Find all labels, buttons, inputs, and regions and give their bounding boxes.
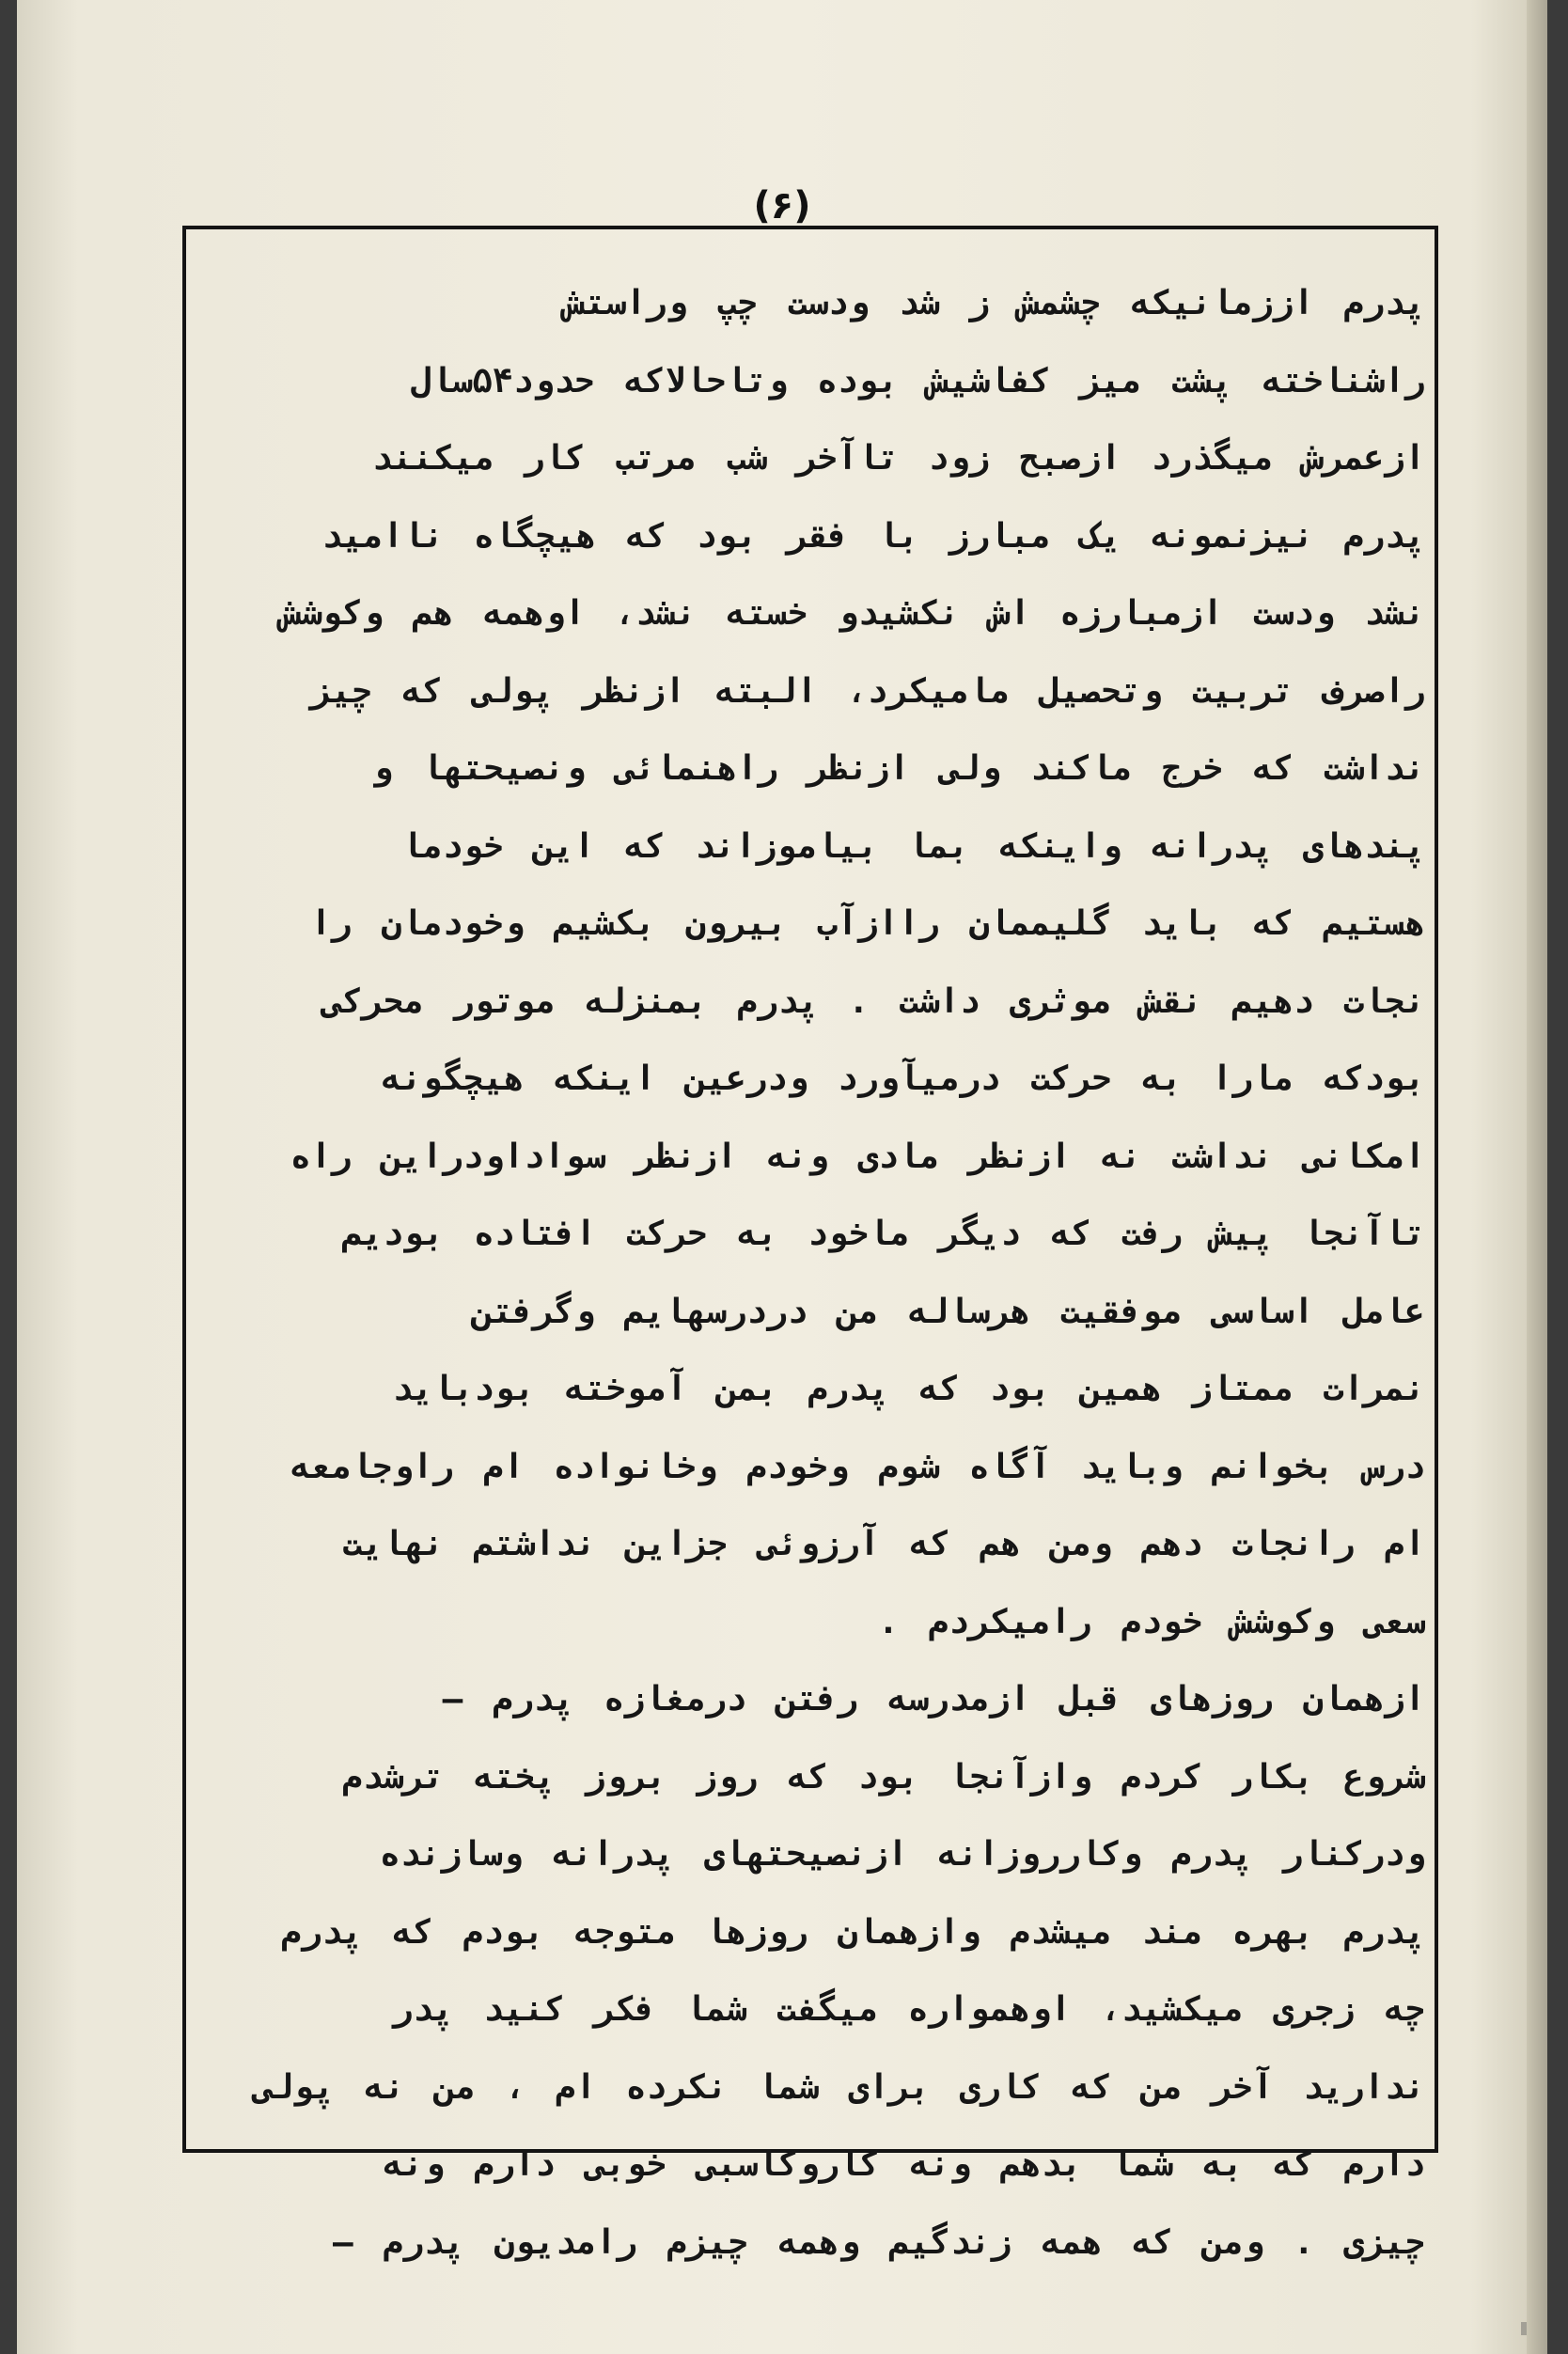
text-line: نداشت که خرج ماکند ولی ازنظر راهنمائی ونصیحتها و [371, 749, 1425, 788]
text-line: راشناخته پشت میز کفاشیش بوده وتاحالاکه حدود۵۴سال [411, 361, 1425, 400]
text-line: ازهمان روزهای قبل ازمدرسه رفتن درمغازه پدرم — [442, 1680, 1425, 1718]
body-text [203, 265, 1425, 2282]
text-line: تاآنجا پیش رفت که دیگر ماخود به حرکت افتاده بودیم [341, 1215, 1425, 1253]
text-line: پندهای پدرانه واینکه بما بیاموزاند که این خودما [401, 826, 1425, 866]
text-line: هستیم که باید گلیممان راازآب بیرون بکشیم وخودمان را [310, 904, 1425, 943]
text-line: سعی وکوشش خودم رامیکردم . [878, 1602, 1425, 1641]
text-line: ازعمرش میگذرد ازصبح زود تاآخر شب مرتب کار میکنند [371, 439, 1425, 478]
page-number: (۶) [753, 184, 811, 228]
text-line: نجات دهیم نقش موثری داشت . پدرم بمنزله موتور محرکی [321, 981, 1425, 1021]
text-line: دارم که به شما بدهم ونه کاروکاسبی خوبی دارم ونه [383, 2145, 1425, 2184]
book-page [17, 0, 1547, 2354]
text-line: ام رانجات دهم ومن هم که آرزوئی جزاین نداشتم نهایت [341, 1525, 1425, 1563]
text-line: پدرم بهره مند میشدم وازهمان روزها متوجه بودم که پدرم [280, 1912, 1425, 1952]
text-line: ودرکنار پدرم وکارروزانه ازنصیحتهای پدرانه وسازنده [379, 1835, 1425, 1874]
text-line: ندارید آخر من که کاری برای شما نکرده ام ، من نه پولی [252, 2067, 1425, 2107]
page-edge [1527, 0, 1547, 2354]
text-line: چه زجری میکشید، اوهمواره میگفت شما فکر کنید پدر [392, 1990, 1425, 2029]
page-mark [1521, 2322, 1527, 2335]
text-line: درس بخوانم وباید آگاه شوم وخودم وخانواده ام راوجامعه [290, 1447, 1425, 1486]
text-line: نشد ودست ازمبارزه اش نکشیدو خسته نشد، اوهمه هم وکوشش [280, 594, 1425, 633]
text-line: پدرم اززمانیکه چشمش ز شد ودست چپ وراستش [564, 284, 1425, 322]
text-line: چیزی . ومن که همه زندگیم وهمه چیزم رامدیون پدرم — [332, 2222, 1425, 2262]
text-line: راصرف تربیت وتحصیل مامیکرد، البته ازنظر پولی که چیز [310, 671, 1425, 711]
text-line: نمرات ممتاز همین بود که پدرم بمن آموخته بودباید [392, 1370, 1425, 1408]
text-line: پدرم نیزنمونه یک مبارز با فقر بود که هیچگاه ناامید [321, 516, 1425, 556]
text-line: امکانی نداشت نه ازنظر مادی ونه ازنظر سواداودراین راه [290, 1137, 1425, 1176]
text-line: بودکه مارا به حرکت درمیآورد ودرعین اینکه هیچگونه [381, 1059, 1425, 1098]
text-line: عامل اساسی موفقیت هرساله من دردرسهایم وگرفتن [472, 1292, 1425, 1331]
text-line: شروع بکار کردم وازآنجا بود که روز بروز پخته ترشدم [341, 1757, 1425, 1797]
